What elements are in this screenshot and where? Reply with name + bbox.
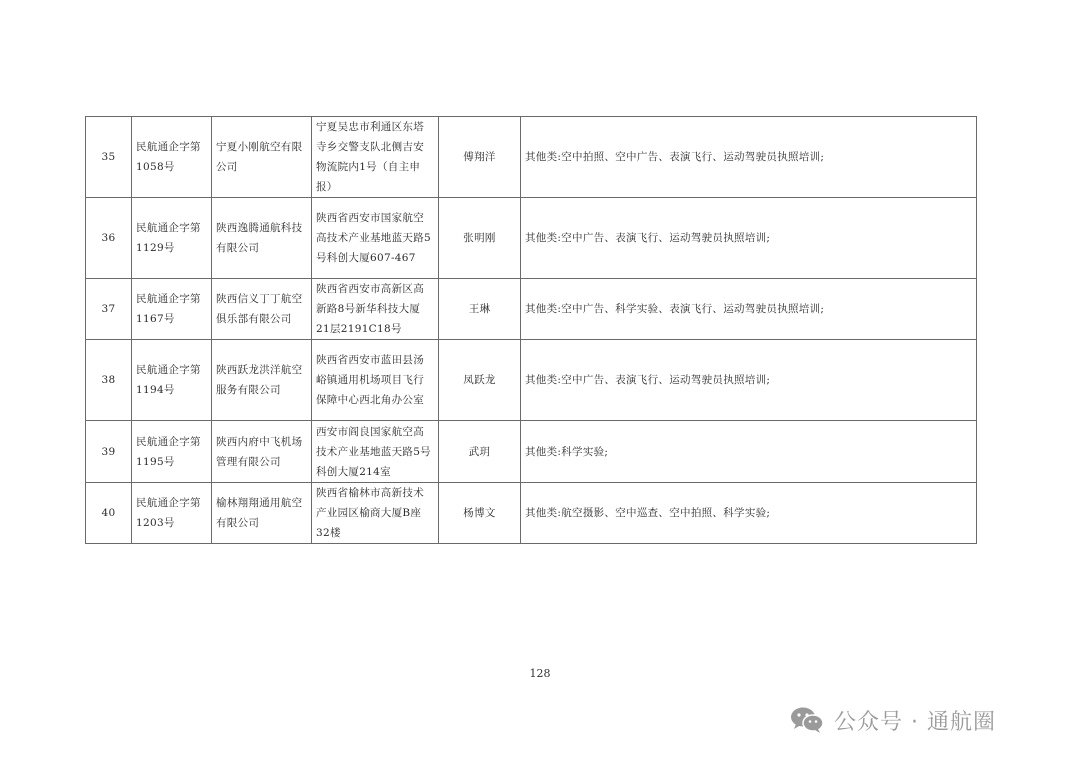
- permit-number: 民航通企字第1194号: [132, 340, 212, 421]
- business-scope: 其他类:空中拍照、空中广告、表演飞行、运动驾驶员执照培训;: [521, 117, 977, 198]
- table-row: [86, 279, 977, 340]
- company-address: 陕西省西安市高新区高新路8号新华科技大厦21层2191C18号: [312, 279, 439, 340]
- company-name: 陕西信义丁丁航空俱乐部有限公司: [212, 279, 312, 340]
- permit-table-container: [85, 116, 976, 544]
- watermark-text: 公众号 · 通航圈: [834, 709, 996, 735]
- company-name: 陕西内府中飞机场管理有限公司: [212, 421, 312, 483]
- legal-representative: 武玥: [439, 421, 521, 483]
- legal-representative: 杨博文: [439, 483, 521, 544]
- row-number: 36: [86, 198, 132, 279]
- company-address: 陕西省西安市国家航空高技术产业基地蓝天路5号科创大厦607-467: [312, 198, 439, 279]
- wechat-icon: [790, 706, 824, 734]
- legal-representative: 王琳: [439, 279, 521, 340]
- company-address: 陕西省榆林市高新技术产业园区榆商大厦B座32楼: [312, 483, 439, 544]
- row-number: 40: [86, 483, 132, 544]
- permit-number: 民航通企字第1203号: [132, 483, 212, 544]
- company-address: 宁夏吴忠市利通区东塔寺乡交警支队北侧吉安物流院内1号（自主申报）: [312, 117, 439, 198]
- permit-number: 民航通企字第1167号: [132, 279, 212, 340]
- business-scope: 其他类:空中广告、表演飞行、运动驾驶员执照培训;: [521, 340, 977, 421]
- table-row: [86, 483, 977, 544]
- row-number: 35: [86, 117, 132, 198]
- table-row: [86, 340, 977, 421]
- row-number: 39: [86, 421, 132, 483]
- permit-number: 民航通企字第1195号: [132, 421, 212, 483]
- business-scope: 其他类:科学实验;: [521, 421, 977, 483]
- table-row: [86, 117, 977, 198]
- company-address: 西安市阎良国家航空高技术产业基地蓝天路5号科创大厦214室: [312, 421, 439, 483]
- table-row: [86, 198, 977, 279]
- company-name: 陕西逸腾通航科技有限公司: [212, 198, 312, 279]
- company-name: 榆林翔翔通用航空有限公司: [212, 483, 312, 544]
- row-number: 38: [86, 340, 132, 421]
- business-scope: 其他类:航空摄影、空中巡查、空中拍照、科学实验;: [521, 483, 977, 544]
- legal-representative: 凤跃龙: [439, 340, 521, 421]
- business-scope: 其他类:空中广告、表演飞行、运动驾驶员执照培训;: [521, 198, 977, 279]
- company-address: 陕西省西安市蓝田县汤峪镇通用机场项目飞行保障中心西北角办公室: [312, 340, 439, 421]
- permit-table: [85, 116, 977, 544]
- table-row: [86, 421, 977, 483]
- legal-representative: 张明刚: [439, 198, 521, 279]
- row-number: 37: [86, 279, 132, 340]
- company-name: 陕西跃龙洪洋航空服务有限公司: [212, 340, 312, 421]
- permit-number: 民航通企字第1129号: [132, 198, 212, 279]
- watermark: [790, 702, 996, 738]
- business-scope: 其他类:空中广告、科学实验、表演飞行、运动驾驶员执照培训;: [521, 279, 977, 340]
- page-number: 128: [529, 667, 551, 680]
- permit-number: 民航通企字第1058号: [132, 117, 212, 198]
- legal-representative: 傅翔洋: [439, 117, 521, 198]
- company-name: 宁夏小刚航空有限公司: [212, 117, 312, 198]
